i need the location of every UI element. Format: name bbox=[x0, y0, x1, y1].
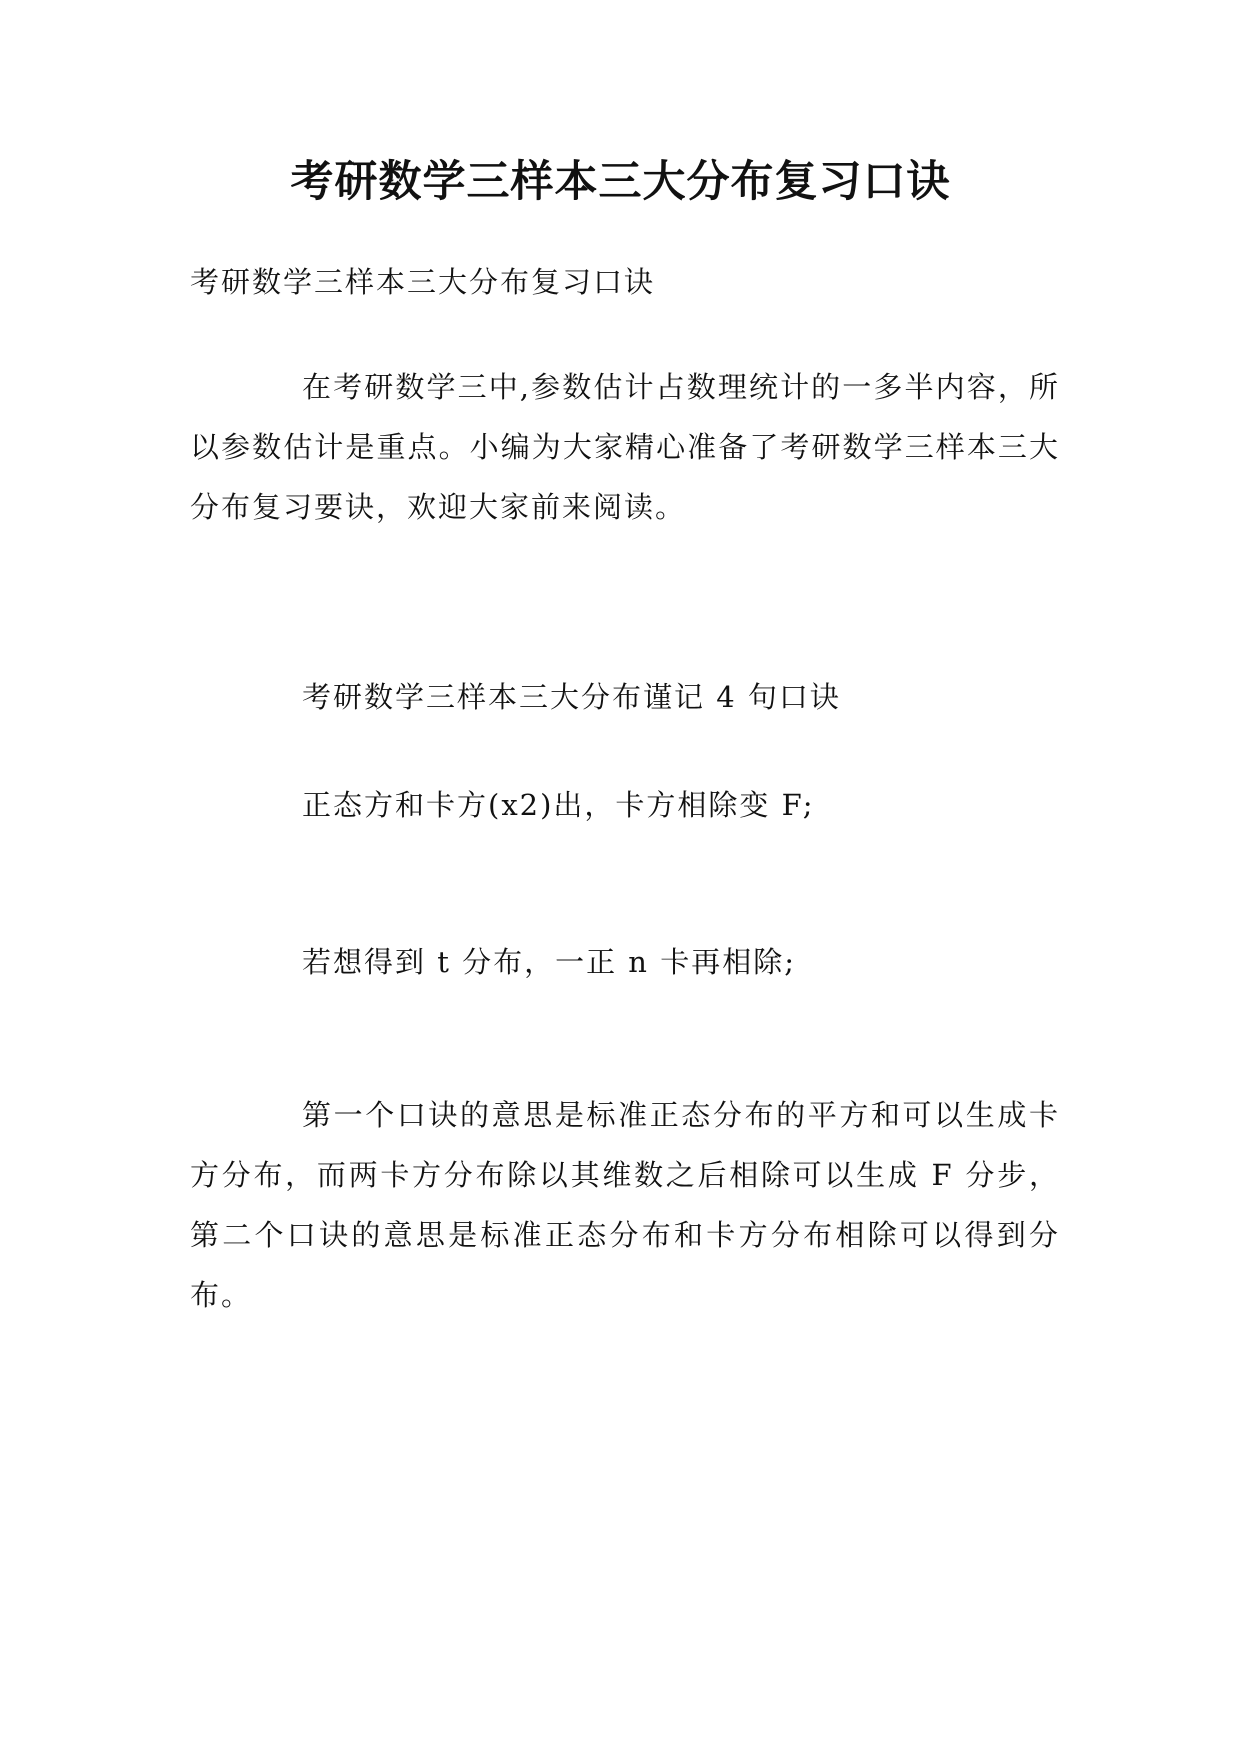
document-title: 考研数学三样本三大分布复习口诀 bbox=[290, 157, 951, 207]
mnemonic-heading: 考研数学三样本三大分布谨记 4 句口诀 bbox=[302, 680, 841, 714]
mnemonic-line-1: 正态方和卡方(x2)出，卡方相除变 F; bbox=[302, 788, 815, 822]
explanation-paragraph: 第一个口诀的意思是标准正态分布的平方和可以生成卡方分布，而两卡方分布除以其维数之后相除可以生成 F 分步，第二个口诀的意思是标准正态分布和卡方分布相除可以得到分布。 bbox=[190, 1098, 1060, 1312]
mnemonic-line-2: 若想得到 t 分布，一正 n 卡再相除; bbox=[302, 945, 796, 979]
intro-paragraph: 在考研数学三中,参数估计占数理统计的一多半内容，所以参数估计是重点。小编为大家精心准备了考研数学三样本三大分布复习要诀，欢迎大家前来阅读。 bbox=[190, 370, 1060, 524]
document-subtitle: 考研数学三样本三大分布复习口诀 bbox=[190, 265, 656, 299]
